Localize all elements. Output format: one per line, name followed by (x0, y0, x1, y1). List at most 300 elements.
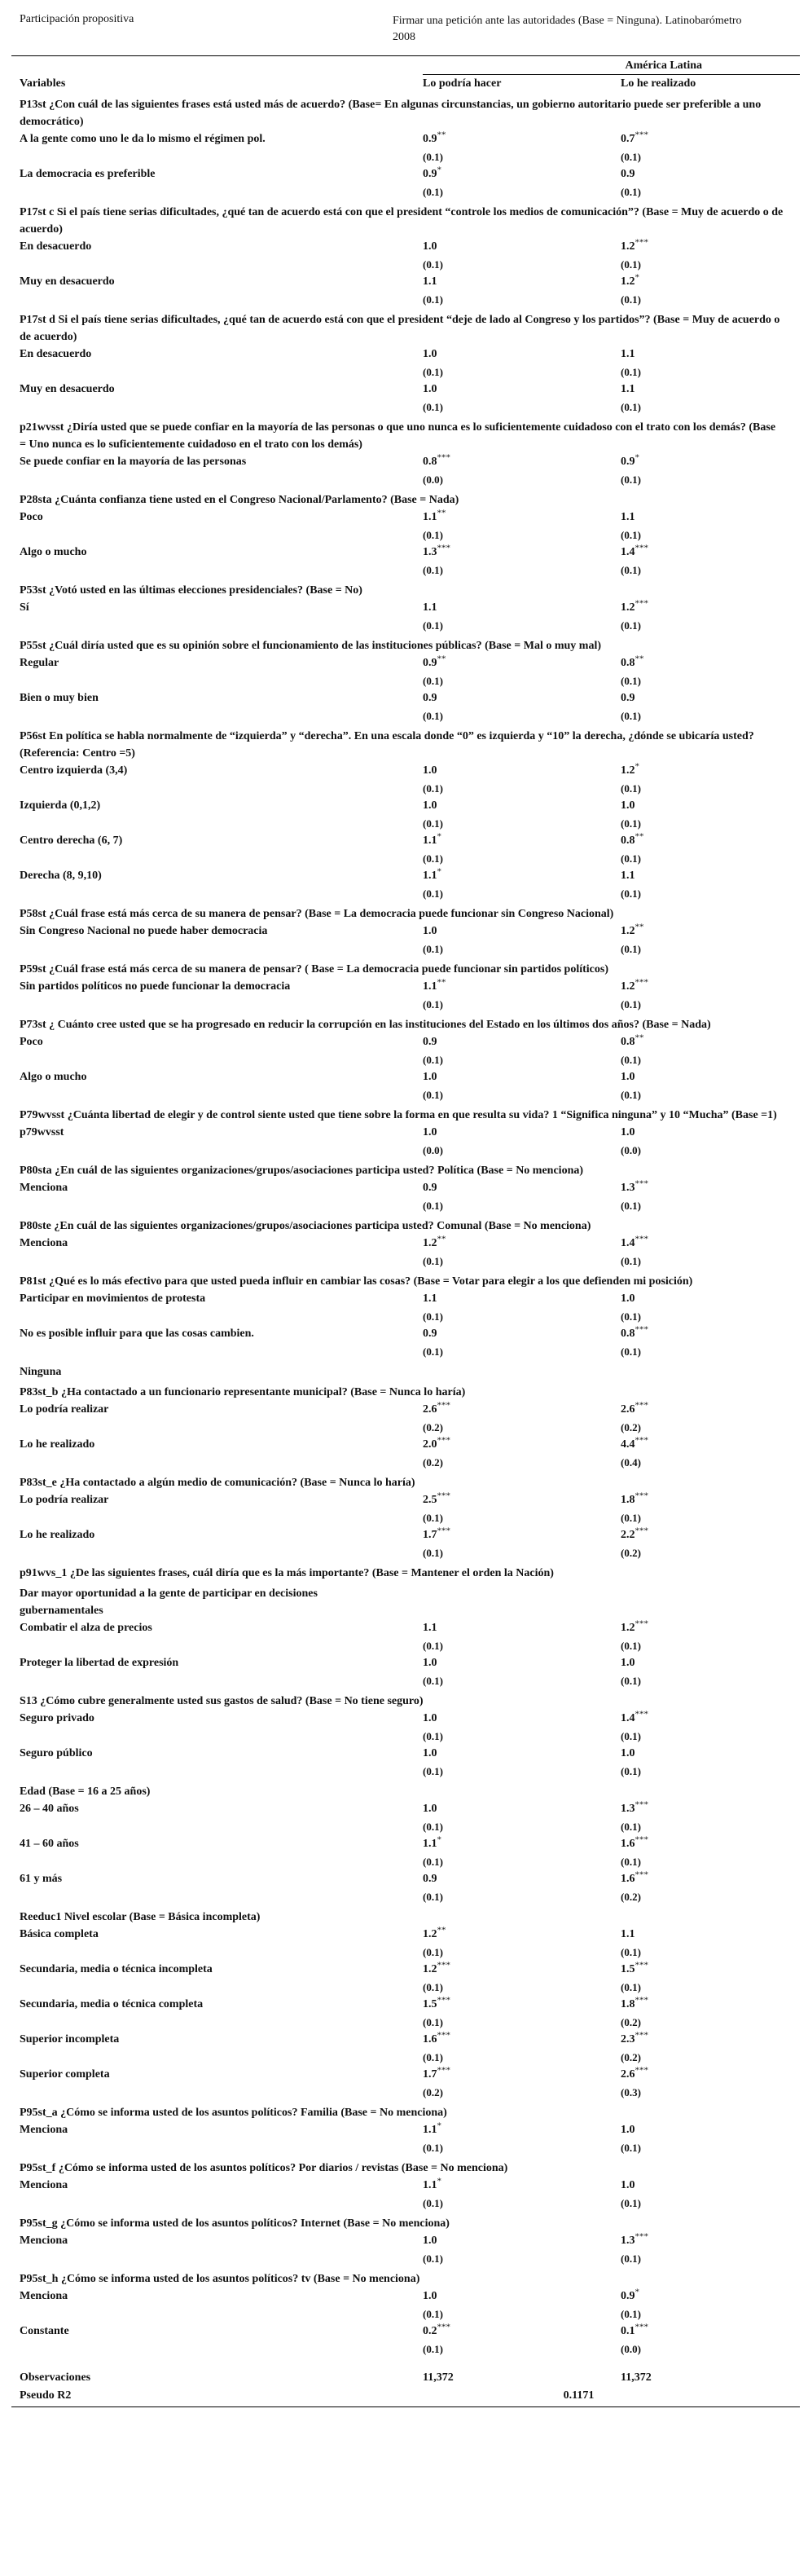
se-realizado: (0.4) (621, 1456, 641, 1469)
se-podria: (0.1) (423, 1856, 443, 1868)
coef-value: 1.0 (423, 1657, 437, 1669)
coef-value: 1.0 (621, 1126, 635, 1138)
coef-value: 1.1 (423, 834, 437, 847)
coef-realizado (621, 1710, 800, 1728)
row-label: Muy en desacuerdo (20, 275, 115, 288)
row-label: 41 – 60 años (20, 1838, 79, 1850)
std-error-row (11, 1672, 800, 1689)
se-spacer (11, 707, 423, 724)
coef-value: 1.0 (621, 2179, 635, 2191)
table-row (11, 923, 800, 940)
coef-value: 1.2 (621, 1622, 635, 1634)
table-row (11, 1996, 800, 2014)
se-spacer (11, 561, 423, 579)
coef-realizado (621, 2031, 800, 2049)
row-label: Poco (20, 1036, 43, 1048)
table-row (11, 2288, 800, 2305)
se-podria: (0.1) (423, 2343, 443, 2355)
table-row (11, 1235, 800, 1253)
coef-realizado (621, 1491, 800, 1509)
coef-realizado (621, 2232, 800, 2250)
question-heading: P80ste ¿En cuál de las siguientes organizaciones/grupos/asociaciones participa usted? Comunal (Base = No menciona) (20, 1220, 591, 1232)
row-label: Se puede confiar en la mayoría de las personas (20, 456, 247, 468)
significance-stars: *** (437, 543, 450, 553)
coef-value: 1.0 (621, 1657, 635, 1669)
se-podria: (0.1) (423, 2252, 443, 2265)
significance-stars: * (437, 866, 441, 877)
coef-value: 1.3 (621, 1803, 635, 1815)
significance-stars: * (635, 452, 639, 463)
table-row (11, 1619, 800, 1637)
se-realizado: (0.1) (621, 258, 641, 271)
coef-podria (423, 509, 621, 526)
significance-stars: ** (635, 831, 644, 842)
row-label: Combatir el alza de precios (20, 1622, 152, 1634)
se-spacer (11, 2340, 423, 2358)
se-realizado: (0.0) (621, 1144, 641, 1156)
std-error-row (11, 1888, 800, 1905)
coef-podria (423, 1124, 621, 1142)
coef-podria (423, 1835, 621, 1853)
coef-value: 1.0 (423, 799, 437, 812)
se-podria: (0.1) (423, 817, 443, 830)
coef-realizado (621, 978, 800, 996)
se-spacer (11, 1979, 423, 1996)
coef-podria (423, 1996, 621, 2014)
std-error-row (11, 2084, 800, 2101)
coef-value: 1.6 (621, 1838, 635, 1850)
significance-stars: * (437, 2176, 441, 2186)
coef-value: 1.0 (621, 1747, 635, 1759)
std-error-row (11, 1086, 800, 1103)
row-label: En desacuerdo (20, 348, 92, 360)
coef-podria (423, 1179, 621, 1197)
coef-value: 1.1 (423, 601, 437, 614)
coef-podria (423, 1926, 621, 1944)
se-podria: (0.1) (423, 1200, 443, 1212)
se-podria: (0.1) (423, 1981, 443, 1993)
table-row (11, 453, 800, 471)
coef-realizado (621, 599, 800, 617)
coef-podria (423, 762, 621, 780)
se-spacer (11, 672, 423, 689)
coef-value: 1.5 (621, 1963, 635, 1975)
coef-value: 1.2 (621, 980, 635, 993)
coef-value: 1.7 (423, 1529, 437, 1541)
se-realizado: (0.2) (621, 1891, 641, 1903)
std-error-row (11, 2014, 800, 2031)
coef-value: 0.9 (621, 2290, 635, 2302)
question-heading: Edad (Base = 16 a 25 años) (20, 1786, 151, 1798)
r2-value: 0.1171 (563, 2389, 595, 2402)
table-row (11, 1870, 800, 1888)
row-label: Proteger la libertad de expresión (20, 1657, 179, 1669)
table-row (11, 1526, 800, 1544)
coef-value: 1.1 (423, 870, 437, 882)
significance-stars: *** (437, 1960, 450, 1971)
se-podria: (0.1) (423, 1310, 443, 1323)
coef-value: 1.2 (621, 240, 635, 253)
std-error-row (11, 1051, 800, 1068)
table-row (11, 2177, 800, 2195)
row-label: 26 – 40 años (20, 1803, 79, 1815)
row-label: Menciona (20, 1182, 68, 1194)
se-podria: (0.1) (423, 1946, 443, 1958)
coef-realizado (621, 1235, 800, 1253)
se-podria: (0.1) (423, 1891, 443, 1903)
significance-stars: *** (635, 2030, 648, 2041)
table-row (11, 165, 800, 183)
se-spacer (11, 256, 423, 273)
row-label: Superior incompleta (20, 2033, 120, 2045)
coef-value: 0.9 (423, 1873, 437, 1885)
significance-stars: * (635, 272, 639, 283)
se-spacer (11, 183, 423, 200)
std-error-row (11, 940, 800, 958)
question-heading: P95st_h ¿Cómo se informa usted de los asuntos políticos? tv (Base = No menciona) (20, 2273, 420, 2285)
coef-value: 1.1 (423, 2179, 437, 2191)
coef-podria (423, 797, 621, 815)
coef-realizado (621, 1619, 800, 1637)
coef-podria (423, 599, 621, 617)
coef-value: 0.8 (621, 657, 635, 669)
significance-stars: *** (437, 1526, 450, 1536)
se-podria: (0.1) (423, 2142, 443, 2154)
table-row (11, 1436, 800, 1454)
std-error-row (11, 1343, 800, 1360)
row-label: Centro derecha (6, 7) (20, 834, 123, 847)
coef-value: 2.5 (423, 1494, 437, 1506)
se-realizado: (0.1) (621, 293, 641, 306)
table-row (11, 1401, 800, 1419)
coef-value: 2.3 (621, 2033, 635, 2045)
coef-value: 1.1 (423, 275, 437, 288)
coef-podria (423, 923, 621, 940)
se-podria: (0.1) (423, 258, 443, 271)
std-error-row (11, 707, 800, 724)
se-realizado: (0.1) (621, 1821, 641, 1833)
se-realizado: (0.1) (621, 943, 641, 955)
coef-value: 0.9 (621, 168, 635, 180)
se-realizado: (0.1) (621, 675, 641, 687)
coef-value: 1.0 (423, 1712, 437, 1724)
significance-stars: *** (635, 598, 648, 609)
se-realizado: (0.1) (621, 2252, 641, 2265)
significance-stars: *** (635, 2231, 648, 2242)
coef-realizado (621, 689, 800, 707)
coef-value: 1.0 (423, 348, 437, 360)
significance-stars: *** (635, 977, 648, 988)
std-error-row (11, 2049, 800, 2066)
table-row (11, 1491, 800, 1509)
significance-stars: *** (635, 130, 648, 140)
se-spacer (11, 1728, 423, 1745)
coef-realizado (621, 2177, 800, 2195)
question-heading: S13 ¿Cómo cubre generalmente usted sus gastos de salud? (Base = No tiene seguro) (20, 1695, 424, 1707)
significance-stars: ** (437, 130, 446, 140)
se-spacer (11, 1818, 423, 1835)
coef-value: 1.0 (423, 2290, 437, 2302)
coef-podria (423, 1526, 621, 1544)
se-podria: (0.1) (423, 366, 443, 378)
coef-podria (423, 2232, 621, 2250)
coef-realizado (621, 381, 800, 399)
coef-podria (423, 346, 621, 363)
se-podria: (0.1) (423, 293, 443, 306)
std-error-row (11, 256, 800, 273)
table-body (11, 96, 800, 2358)
row-label: Menciona (20, 2124, 68, 2136)
significance-stars: * (437, 165, 441, 175)
se-podria: (0.1) (423, 2051, 443, 2063)
row-label: Algo o mucho (20, 1071, 87, 1083)
se-realizado: (0.0) (621, 2343, 641, 2355)
se-realizado: (0.1) (621, 1640, 641, 1652)
table-row (11, 1800, 800, 1818)
std-error-row (11, 2305, 800, 2323)
significance-stars: ** (437, 654, 446, 664)
coef-value: 0.8 (423, 456, 437, 468)
significance-stars: *** (635, 1995, 648, 2006)
table-row (11, 867, 800, 885)
table-row (11, 346, 800, 363)
se-podria: (0.1) (423, 1730, 443, 1742)
coef-podria (423, 1436, 621, 1454)
question-heading: Reeduc1 Nivel escolar (Base = Básica incompleta) (20, 1911, 261, 1923)
coef-value: 1.2 (423, 1963, 437, 1975)
table-row (11, 832, 800, 850)
se-realizado: (0.1) (621, 1255, 641, 1267)
coef-realizado (621, 1033, 800, 1051)
coef-value: 1.7 (423, 2068, 437, 2081)
se-realizado: (0.1) (621, 2308, 641, 2320)
std-error-row (11, 526, 800, 544)
coef-realizado (621, 867, 800, 885)
se-realizado: (0.1) (621, 1730, 641, 1742)
table-row (11, 2031, 800, 2049)
table-row (11, 381, 800, 399)
se-spacer (11, 1419, 423, 1436)
significance-stars: *** (437, 2065, 450, 2076)
significance-stars: ** (635, 654, 644, 664)
se-realizado: (0.2) (621, 1421, 641, 1433)
coef-realizado (621, 797, 800, 815)
coef-realizado (621, 2288, 800, 2305)
coef-podria (423, 1745, 621, 1763)
coef-podria (423, 867, 621, 885)
row-label: Menciona (20, 1237, 68, 1249)
se-realizado: (0.1) (621, 852, 641, 865)
se-realizado: (0.1) (621, 998, 641, 1011)
coef-realizado (621, 1800, 800, 1818)
coef-realizado (621, 130, 800, 148)
table-row (11, 1179, 800, 1197)
std-error-row (11, 1979, 800, 1996)
coef-podria (423, 130, 621, 148)
se-realizado: (0.1) (621, 1345, 641, 1358)
std-error-row (11, 2139, 800, 2156)
std-error-row (11, 1818, 800, 1835)
significance-stars: *** (635, 1491, 648, 1501)
se-spacer (11, 1509, 423, 1526)
coef-value: 1.0 (423, 240, 437, 253)
coef-value: 1.4 (621, 546, 635, 558)
table-row (11, 1745, 800, 1763)
se-spacer (11, 471, 423, 488)
std-error-row (11, 561, 800, 579)
coef-value: 1.5 (423, 1998, 437, 2010)
table-row (11, 130, 800, 148)
se-realizado: (0.1) (621, 2142, 641, 2154)
std-error-row (11, 1142, 800, 1159)
se-podria: (0.1) (423, 998, 443, 1011)
coef-podria (423, 2066, 621, 2084)
coef-value: 2.2 (621, 1529, 635, 1541)
se-spacer (11, 2195, 423, 2212)
table-row (11, 2232, 800, 2250)
coef-value: 1.2 (621, 925, 635, 937)
se-realizado: (0.1) (621, 710, 641, 722)
se-realizado: (0.2) (621, 1547, 641, 1559)
row-label: 61 y más (20, 1873, 63, 1885)
coef-realizado (621, 273, 800, 291)
coef-value: 1.1 (621, 511, 635, 523)
significance-stars: *** (635, 1400, 648, 1411)
std-error-row (11, 1509, 800, 1526)
coef-podria (423, 2323, 621, 2340)
std-error-row (11, 471, 800, 488)
significance-stars: *** (437, 452, 450, 463)
se-spacer (11, 1197, 423, 1214)
row-label: La democracia es preferible (20, 168, 156, 180)
significance-stars: ** (635, 922, 644, 932)
coef-realizado (621, 2066, 800, 2084)
table-row (11, 2066, 800, 2084)
row-label: Regular (20, 657, 59, 669)
table-row (11, 1068, 800, 1086)
std-error-row (11, 183, 800, 200)
se-podria: (0.1) (423, 1089, 443, 1101)
coef-podria (423, 1654, 621, 1672)
coef-realizado (621, 762, 800, 780)
coef-value: 1.0 (423, 925, 437, 937)
se-spacer (11, 291, 423, 308)
coef-value: 0.9 (423, 657, 437, 669)
regression-table-page (11, 5, 800, 2407)
table-row (11, 2323, 800, 2340)
coef-value: 1.2 (621, 764, 635, 777)
row-label: Participar en movimientos de protesta (20, 1292, 206, 1305)
std-error-row (11, 1454, 800, 1471)
coef-realizado (621, 1745, 800, 1763)
coef-value: 1.0 (423, 2235, 437, 2247)
se-podria: (0.1) (423, 710, 443, 722)
se-podria: (0.1) (423, 1765, 443, 1777)
se-realizado: (0.1) (621, 1089, 641, 1101)
coef-realizado (621, 2323, 800, 2340)
se-podria: (0.2) (423, 1421, 443, 1433)
se-spacer (11, 2014, 423, 2031)
coef-value: 0.9 (621, 692, 635, 704)
se-podria: (0.1) (423, 2197, 443, 2209)
std-error-row (11, 1544, 800, 1561)
question-heading: P83st_e ¿Ha contactado a algún medio de comunicación? (Base = Nunca lo haría) (20, 1477, 415, 1489)
coef-realizado (621, 453, 800, 471)
significance-stars: *** (635, 1234, 648, 1244)
coef-value: 0.9 (423, 1036, 437, 1048)
table-row (11, 1124, 800, 1142)
se-realizado: (0.1) (621, 1200, 641, 1212)
se-podria: (0.1) (423, 1640, 443, 1652)
se-spacer (11, 780, 423, 797)
coef-realizado (621, 1325, 800, 1343)
se-podria: (0.1) (423, 151, 443, 163)
table-row (11, 238, 800, 256)
coef-podria (423, 1870, 621, 1888)
table-row (11, 2121, 800, 2139)
significance-stars: *** (437, 1995, 450, 2006)
se-podria: (0.1) (423, 943, 443, 955)
table-row (11, 1325, 800, 1343)
question-heading: P55st ¿Cuál diría usted que es su opinión sobre el funcionamiento de las instituciones públicas? (Base = Mal o muy mal) (20, 640, 602, 652)
std-error-row (11, 399, 800, 416)
coef-realizado (621, 346, 800, 363)
table-row (11, 509, 800, 526)
se-realizado: (0.1) (621, 1310, 641, 1323)
coef-value: 0.9 (621, 456, 635, 468)
table-row (11, 1926, 800, 1944)
coef-value: 0.9 (423, 133, 437, 145)
row-label: Menciona (20, 2290, 68, 2302)
coef-podria (423, 544, 621, 561)
coef-podria (423, 978, 621, 996)
se-podria: (0.1) (423, 401, 443, 413)
pseudo-r2-row (11, 2387, 800, 2405)
std-error-row (11, 1763, 800, 1780)
coef-realizado (621, 1526, 800, 1544)
coef-podria (423, 165, 621, 183)
table-row (11, 1290, 800, 1308)
coef-value: 1.3 (621, 2235, 635, 2247)
coef-value: 1.4 (621, 1712, 635, 1724)
coef-value: 0.9 (423, 692, 437, 704)
se-podria: (0.1) (423, 782, 443, 795)
se-spacer (11, 1544, 423, 1561)
coef-value: 1.0 (423, 1747, 437, 1759)
coef-realizado (621, 1401, 800, 1419)
coef-podria (423, 689, 621, 707)
se-spacer (11, 363, 423, 381)
coef-value: 0.9 (423, 1182, 437, 1194)
coef-value: 1.2 (621, 601, 635, 614)
se-spacer (11, 399, 423, 416)
coef-realizado (621, 832, 800, 850)
table-row (11, 762, 800, 780)
se-realizado: (0.1) (621, 529, 641, 541)
std-error-row (11, 1253, 800, 1270)
coef-podria (423, 273, 621, 291)
coef-realizado (621, 1961, 800, 1979)
table-header (11, 5, 800, 56)
row-label: Seguro público (20, 1747, 93, 1759)
significance-stars: *** (635, 1618, 648, 1629)
row-label: Poco (20, 511, 43, 523)
std-error-row (11, 996, 800, 1013)
se-realizado: (0.1) (621, 1856, 641, 1868)
se-podria: (0.1) (423, 887, 443, 900)
significance-stars: * (437, 2120, 441, 2131)
row-label: Secundaria, media o técnica incompleta (20, 1963, 213, 1975)
